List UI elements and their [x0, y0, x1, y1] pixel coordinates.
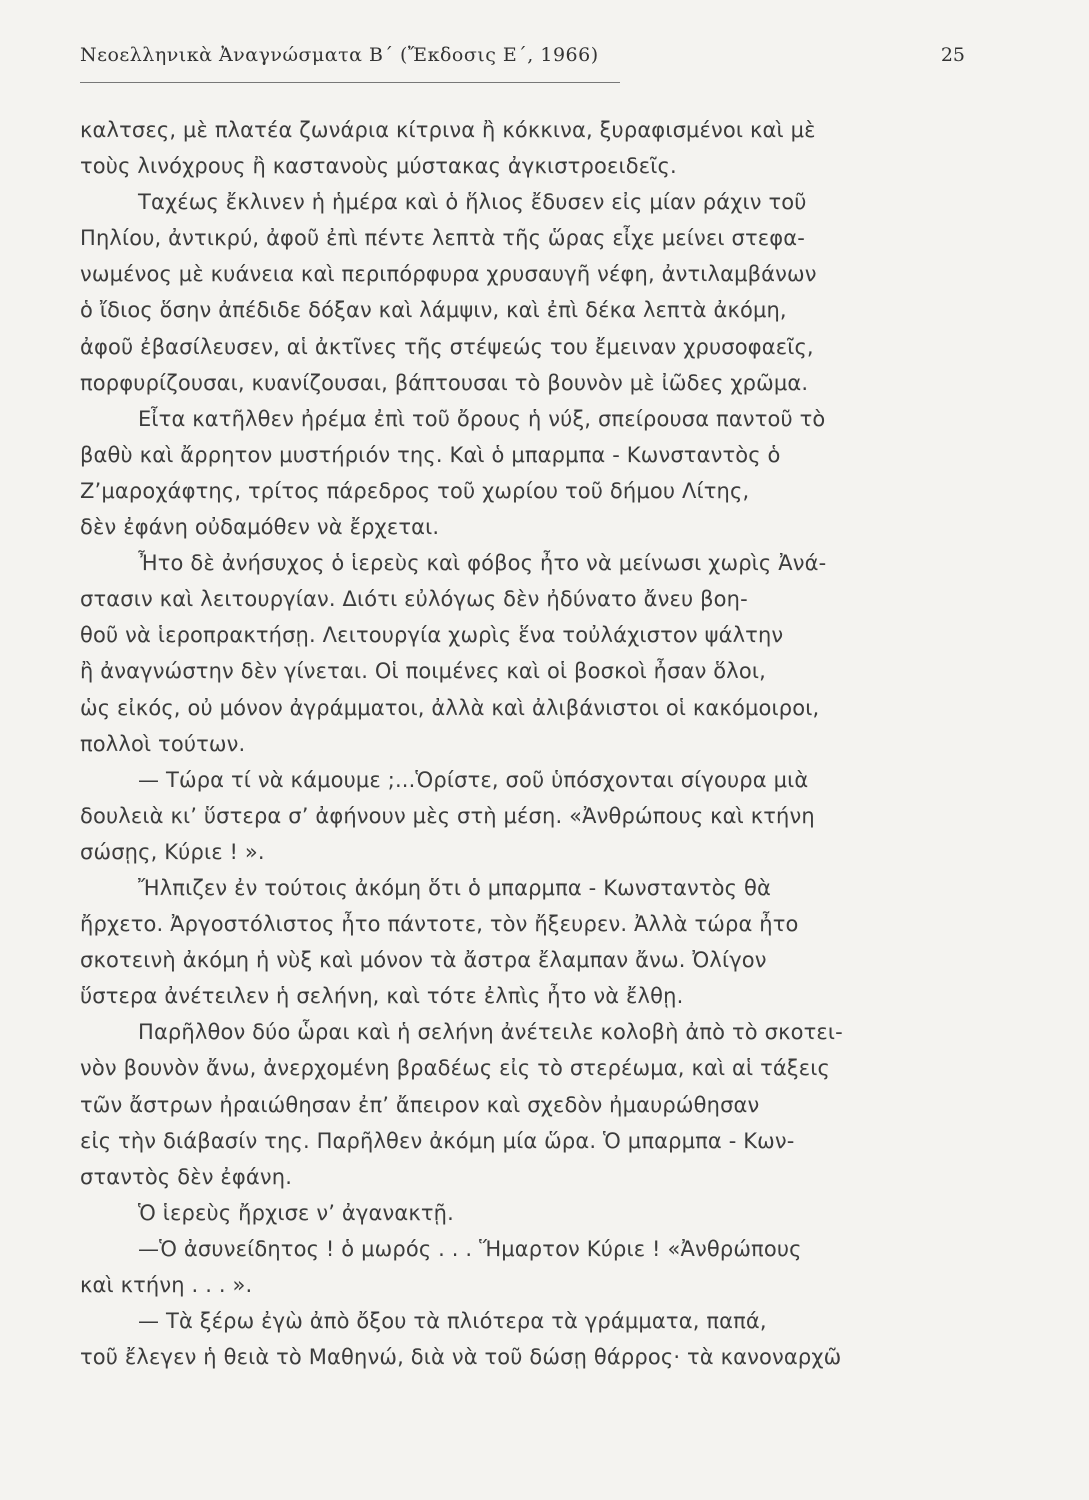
text-line: εἰς τὴν διάβασίν της. Παρῆλθεν ἀκόμη μία ὥρα. Ὁ μπαρμπα - Κων-	[80, 1128, 795, 1153]
text-line: σώσῃς, Κύριε ! ».	[80, 839, 265, 864]
body-text	[80, 112, 980, 1375]
text-line: ὁ ἴδιος ὅσην ἀπέδιδε δόξαν καὶ λάμψιν, καὶ ἐπὶ δέκα λεπτὰ ἀκόμη,	[80, 298, 787, 323]
text-line: σκοτεινὴ ἀκόμη ἡ νὺξ καὶ μόνον τὰ ἄστρα ἔλαμπαν ἄνω. Ὀλίγον	[80, 948, 767, 973]
text-line: βαθὺ καὶ ἄρρητον μυστήριόν της. Καὶ ὁ μπαρμπα - Κωνσταντὸς ὁ	[80, 442, 781, 467]
text-line: Ταχέως ἔκλινεν ἡ ἡμέρα καὶ ὁ ἥλιος ἔδυσεν εἰς μίαν ράχιν τοῦ	[138, 190, 807, 215]
page-number: 25	[940, 44, 965, 66]
text-line: — Τὰ ξέρω ἐγὼ ἀπὸ ὄξου τὰ πλιότερα τὰ γράμματα, παπά,	[138, 1309, 767, 1334]
header-rule	[80, 82, 620, 83]
text-line: Ἦτο δὲ ἀνήσυχος ὁ ἱερεὺς καὶ φόβος ἦτο νὰ μείνωσι χωρὶς Ἀνά-	[138, 551, 827, 576]
text-line: Ὁ ἱερεὺς ἤρχισε ν’ ἀγανακτῇ.	[138, 1200, 454, 1225]
text-line: Ζ’μαροχάφτης, τρίτος πάρεδρος τοῦ χωρίου τοῦ δήμου Λίτης,	[80, 478, 750, 503]
text-line: νὸν βουνὸν ἄνω, ἀνερχομένη βραδέως εἰς τὸ στερέωμα, καὶ αἱ τάξεις	[80, 1056, 830, 1081]
text-line: θοῦ νὰ ἱεροπρακτήσῃ. Λειτουργία χωρὶς ἕνα τοὐλάχιστον ψάλτην	[80, 623, 784, 648]
text-line: Ἤλπιζεν ἐν τούτοις ἀκόμη ὅτι ὁ μπαρμπα - Κωνσταντὸς θὰ	[138, 875, 771, 900]
text-line: καὶ κτήνη . . . ».	[80, 1273, 253, 1297]
text-line: τοῦ ἔλεγεν ἡ θειὰ τὸ Μαθηνώ, διὰ νὰ τοῦ δώσῃ θάρρος· τὰ κανοναρχῶ	[80, 1345, 842, 1370]
text-line: σταντὸς δὲν ἐφάνη.	[80, 1164, 293, 1189]
text-line: ἤρχετο. Ἀργοστόλιστος ἦτο πάντοτε, τὸν ἤξευρεν. Ἀλλὰ τώρα ἦτο	[80, 912, 799, 937]
text-line: ἀφοῦ ἐβασίλευσεν, αἱ ἀκτῖνες τῆς στέψεώς του ἔμειναν χρυσοφαεῖς,	[80, 334, 814, 359]
running-head: Νεοελληνικὰ Ἀναγνώσματα Β΄ (Ἔκδοσις Ε΄, 1966)	[80, 44, 599, 66]
text-line: Παρῆλθον δύο ὧραι καὶ ἡ σελήνη ἀνέτειλε κολοβὴ ἀπὸ τὸ σκοτει-	[138, 1020, 843, 1045]
text-line: πολλοὶ τούτων.	[80, 731, 246, 756]
text-line: ὡς εἰκός, οὐ μόνον ἀγράμματοι, ἀλλὰ καὶ ἀλιβάνιστοι οἱ κακόμοιροι,	[80, 695, 820, 720]
text-line: ἢ ἀναγνώστην δὲν γίνεται. Οἱ ποιμένες καὶ οἱ βοσκοὶ ἦσαν ὅλοι,	[80, 659, 766, 684]
text-line: ὕστερα ἀνέτειλεν ἡ σελήνη, καὶ τότε ἐλπὶς ἦτο νὰ ἔλθῃ.	[80, 984, 684, 1009]
text-line: πορφυρίζουσαι, κυανίζουσαι, βάπτουσαι τὸ βουνὸν μὲ ἰῶδες χρῶμα.	[80, 370, 809, 395]
text-line: Πηλίου, ἀντικρύ, ἀφοῦ ἐπὶ πέντε λεπτὰ τῆς ὥρας εἶχε μείνει στεφα-	[80, 226, 805, 251]
text-line: τοὺς λινόχρους ἢ καστανοὺς μύστακας ἀγκιστροειδεῖς.	[80, 154, 677, 179]
text-line: — Τώρα τί νὰ κάμουμε ;...Ὁρίστε, σοῦ ὑπόσχονται σίγουρα μιὰ	[138, 767, 809, 792]
page-header	[80, 44, 965, 80]
text-line: δὲν ἐφάνη οὐδαμόθεν νὰ ἔρχεται.	[80, 515, 440, 540]
text-line: —Ὁ ἀσυνείδητος ! ὁ μωρός . . . Ἥμαρτον Κύριε ! «Ἀνθρώπους	[138, 1236, 802, 1261]
text-line: καλτσες, μὲ πλατέα ζωνάρια κίτρινα ἢ κόκκινα, ξυραφισμένοι καὶ μὲ	[80, 118, 816, 142]
text-line: στασιν καὶ λειτουργίαν. Διότι εὐλόγως δὲν ἠδύνατο ἄνευ βοη-	[80, 587, 748, 612]
text-line: Εἶτα κατῆλθεν ἠρέμα ἐπὶ τοῦ ὄρους ἡ νύξ, σπείρουσα παντοῦ τὸ	[138, 406, 826, 431]
text-line: νωμένος μὲ κυάνεια καὶ περιπόρφυρα χρυσαυγῆ νέφη, ἀντιλαμβάνων	[80, 262, 817, 287]
text-line: δουλειὰ κι’ ὕστερα σ’ ἀφήνουν μὲς στὴ μέση. «Ἀνθρώπους καὶ κτήνη	[80, 803, 815, 828]
text-line: τῶν ἄστρων ἠραιώθησαν ἐπ’ ἄπειρον καὶ σχεδὸν ἠμαυρώθησαν	[80, 1092, 760, 1117]
